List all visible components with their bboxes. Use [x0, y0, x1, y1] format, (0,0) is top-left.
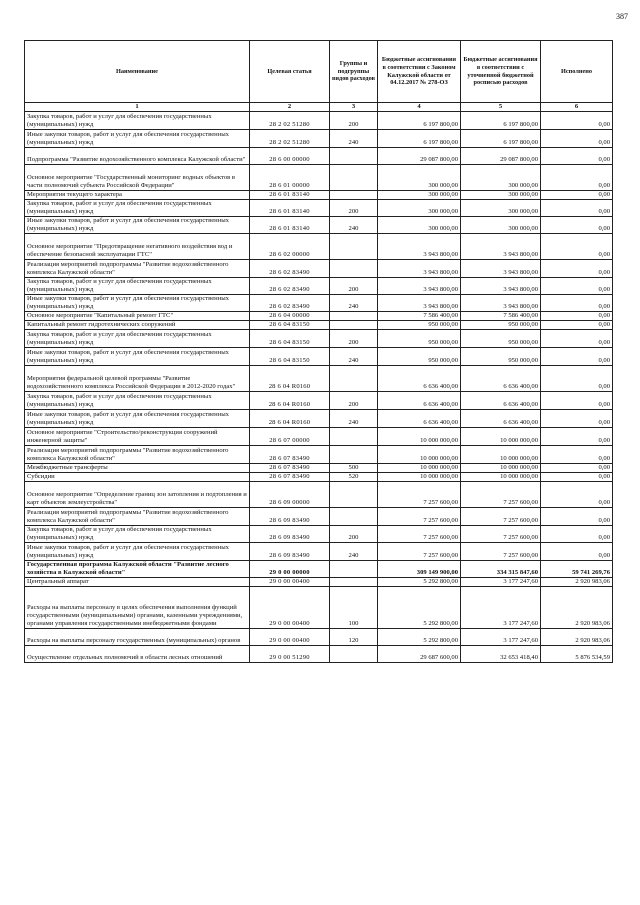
row-executed-amount: 0,00 [541, 260, 613, 278]
row-target-article: 28 6 01 00000 [250, 165, 330, 191]
row-expense-group [330, 366, 378, 392]
row-target-article: 28 6 04 83150 [250, 321, 330, 330]
row-name: Закупка товаров, работ и услуг для обеспечения государственных (муниципальных) нужд [25, 392, 250, 410]
row-refined-amount: 300 000,00 [461, 165, 541, 191]
column-number-row [25, 103, 613, 112]
row-expense-group [330, 234, 378, 260]
row-executed-amount: 0,00 [541, 428, 613, 446]
row-name: Осуществление отдельных полномочий в области лесных отношений [25, 646, 250, 663]
row-expense-group: 240 [330, 130, 378, 148]
row-law-amount: 300 000,00 [378, 217, 461, 234]
row-law-amount: 7 257 600,00 [378, 543, 461, 561]
row-expense-group: 100 [330, 587, 378, 629]
table-row [25, 348, 613, 366]
table-row [25, 130, 613, 148]
row-target-article: 28 6 09 83490 [250, 543, 330, 561]
row-target-article: 29 0 00 00400 [250, 578, 330, 587]
row-refined-amount: 10 000 000,00 [461, 446, 541, 464]
row-expense-group [330, 191, 378, 200]
row-name: Мероприятия текущего характера [25, 191, 250, 200]
row-law-amount: 7 257 600,00 [378, 526, 461, 543]
row-law-amount: 29 687 600,00 [378, 646, 461, 663]
row-law-amount: 6 636 400,00 [378, 410, 461, 428]
row-name: Иные закупки товаров, работ и услуг для обеспечения государственных (муниципальных) нужд [25, 295, 250, 312]
row-executed-amount: 0,00 [541, 526, 613, 543]
row-target-article: 28 2 02 51280 [250, 112, 330, 130]
row-executed-amount: 0,00 [541, 165, 613, 191]
row-target-article: 28 6 04 00000 [250, 312, 330, 321]
row-executed-amount: 0,00 [541, 112, 613, 130]
row-refined-amount: 6 636 400,00 [461, 392, 541, 410]
row-name: Закупка товаров, работ и услуг для обеспечения государственных (муниципальных) нужд [25, 200, 250, 217]
table-row [25, 526, 613, 543]
row-law-amount: 3 943 800,00 [378, 260, 461, 278]
row-target-article: 28 6 07 00000 [250, 428, 330, 446]
table-row [25, 234, 613, 260]
table-row [25, 191, 613, 200]
table-row [25, 508, 613, 526]
table-row [25, 629, 613, 646]
row-executed-amount: 2 920 983,06 [541, 629, 613, 646]
row-expense-group: 500 [330, 464, 378, 473]
row-refined-amount: 7 586 400,00 [461, 312, 541, 321]
row-executed-amount: 2 920 983,06 [541, 578, 613, 587]
row-name: Реализация мероприятий подпрограммы "Развитие водохозяйственного комплекса Калужской области" [25, 446, 250, 464]
row-refined-amount: 6 636 400,00 [461, 366, 541, 392]
row-expense-group [330, 482, 378, 508]
row-refined-amount: 7 257 600,00 [461, 508, 541, 526]
row-expense-group: 240 [330, 543, 378, 561]
header-row [25, 41, 613, 103]
row-expense-group: 240 [330, 410, 378, 428]
column-number: 3 [330, 103, 378, 112]
row-law-amount: 6 197 800,00 [378, 112, 461, 130]
row-executed-amount: 0,00 [541, 508, 613, 526]
row-law-amount: 10 000 000,00 [378, 446, 461, 464]
row-law-amount: 950 000,00 [378, 330, 461, 348]
table-row [25, 295, 613, 312]
table-row [25, 200, 613, 217]
row-name: Закупка товаров, работ и услуг для обеспечения государственных (муниципальных) нужд [25, 112, 250, 130]
row-refined-amount: 3 943 800,00 [461, 278, 541, 295]
header-target-article: Целевая статья [250, 41, 330, 103]
row-expense-group: 200 [330, 526, 378, 543]
row-law-amount: 10 000 000,00 [378, 473, 461, 482]
row-refined-amount: 7 257 600,00 [461, 526, 541, 543]
row-name: Закупка товаров, работ и услуг для обеспечения государственных (муниципальных) нужд [25, 330, 250, 348]
row-target-article: 29 0 00 00400 [250, 629, 330, 646]
table-row [25, 330, 613, 348]
row-target-article: 28 6 04 83150 [250, 330, 330, 348]
row-law-amount: 5 292 800,00 [378, 587, 461, 629]
row-expense-group: 520 [330, 473, 378, 482]
column-number: 4 [378, 103, 461, 112]
column-number: 1 [25, 103, 250, 112]
row-expense-group [330, 508, 378, 526]
row-expense-group [330, 561, 378, 578]
table-row [25, 578, 613, 587]
row-executed-amount: 0,00 [541, 392, 613, 410]
row-target-article: 28 6 00 00000 [250, 148, 330, 165]
table-row [25, 312, 613, 321]
row-name: Основное мероприятие "Определение границ зон затопления и подтопления и карт объектов землеустройства" [25, 482, 250, 508]
row-target-article: 28 6 01 83140 [250, 191, 330, 200]
row-executed-amount: 0,00 [541, 295, 613, 312]
row-target-article: 28 6 04 R0160 [250, 392, 330, 410]
header-refined-allocations: Бюджетные ассигнования в соответствии с уточненной бюджетной росписью расходов [461, 41, 541, 103]
row-executed-amount: 2 920 983,06 [541, 587, 613, 629]
row-refined-amount: 10 000 000,00 [461, 464, 541, 473]
row-expense-group: 240 [330, 295, 378, 312]
row-expense-group [330, 428, 378, 446]
row-expense-group: 200 [330, 112, 378, 130]
row-name: Подпрограмма "Развитие водохозяйственного комплекса Калужской области" [25, 148, 250, 165]
row-executed-amount: 0,00 [541, 200, 613, 217]
row-refined-amount: 10 000 000,00 [461, 428, 541, 446]
row-refined-amount: 7 257 600,00 [461, 543, 541, 561]
row-name: Реализация мероприятий подпрограммы "Развитие водохозяйственного комплекса Калужской области" [25, 260, 250, 278]
row-executed-amount: 5 876 534,59 [541, 646, 613, 663]
row-executed-amount: 0,00 [541, 191, 613, 200]
row-expense-group [330, 578, 378, 587]
row-target-article: 28 6 07 83490 [250, 464, 330, 473]
row-target-article: 28 6 09 83490 [250, 508, 330, 526]
row-expense-group: 240 [330, 217, 378, 234]
header-law-allocations: Бюджетные ассигнования в соответствии с Законом Калужской области от 04.12.2017 № 278-ОЗ [378, 41, 461, 103]
row-law-amount: 300 000,00 [378, 165, 461, 191]
table-row [25, 410, 613, 428]
row-executed-amount: 0,00 [541, 312, 613, 321]
row-refined-amount: 6 197 800,00 [461, 112, 541, 130]
table-row [25, 446, 613, 464]
column-number: 6 [541, 103, 613, 112]
row-name: Реализация мероприятий подпрограммы "Развитие водохозяйственного комплекса Калужской области" [25, 508, 250, 526]
row-name: Основное мероприятие "Капитальный ремонт ГТС" [25, 312, 250, 321]
row-law-amount: 7 257 600,00 [378, 482, 461, 508]
row-refined-amount: 7 257 600,00 [461, 482, 541, 508]
row-target-article: 28 6 09 83490 [250, 526, 330, 543]
row-target-article: 28 6 04 R0160 [250, 366, 330, 392]
row-law-amount: 10 000 000,00 [378, 464, 461, 473]
row-name: Государственная программа Калужской области "Развитие лесного хозяйства в Калужской области" [25, 561, 250, 578]
row-refined-amount: 950 000,00 [461, 348, 541, 366]
row-target-article: 29 0 00 00000 [250, 561, 330, 578]
row-name: Субсидии [25, 473, 250, 482]
column-number: 5 [461, 103, 541, 112]
table-row [25, 392, 613, 410]
row-expense-group: 200 [330, 200, 378, 217]
row-law-amount: 3 943 800,00 [378, 234, 461, 260]
row-expense-group [330, 321, 378, 330]
row-target-article: 28 6 02 83490 [250, 295, 330, 312]
table-row [25, 165, 613, 191]
row-refined-amount: 6 197 800,00 [461, 130, 541, 148]
row-law-amount: 950 000,00 [378, 348, 461, 366]
row-refined-amount: 950 000,00 [461, 330, 541, 348]
row-executed-amount: 0,00 [541, 234, 613, 260]
row-law-amount: 3 943 800,00 [378, 295, 461, 312]
row-law-amount: 950 000,00 [378, 321, 461, 330]
row-executed-amount: 0,00 [541, 330, 613, 348]
header-executed: Исполнено [541, 41, 613, 103]
row-expense-group: 200 [330, 330, 378, 348]
row-executed-amount: 0,00 [541, 217, 613, 234]
table-row [25, 321, 613, 330]
row-name: Центральный аппарат [25, 578, 250, 587]
table-row [25, 278, 613, 295]
row-refined-amount: 300 000,00 [461, 217, 541, 234]
row-law-amount: 6 197 800,00 [378, 130, 461, 148]
row-refined-amount: 6 636 400,00 [461, 410, 541, 428]
table-row [25, 587, 613, 629]
row-refined-amount: 32 653 418,40 [461, 646, 541, 663]
row-name: Основное мероприятие "Предотвращение негативного воздействия вод и обеспечение безопасной эксплуатации ГТС" [25, 234, 250, 260]
row-name: Расходы на выплаты персоналу государственных (муниципальных) органов [25, 629, 250, 646]
table-row [25, 366, 613, 392]
table-row [25, 646, 613, 663]
row-target-article: 28 6 01 83140 [250, 217, 330, 234]
header-expense-group: Группы и подгруппы видов расходов [330, 41, 378, 103]
row-name: Расходы на выплаты персоналу в целях обеспечения выполнения функций государственными (муниципальными) органами, казенными учреждениями, органами управления государственными внебюджетными фондами [25, 587, 250, 629]
row-target-article: 28 2 02 51280 [250, 130, 330, 148]
row-law-amount: 309 149 900,00 [378, 561, 461, 578]
row-law-amount: 300 000,00 [378, 191, 461, 200]
row-refined-amount: 3 177 247,60 [461, 578, 541, 587]
row-law-amount: 7 586 400,00 [378, 312, 461, 321]
row-refined-amount: 3 943 800,00 [461, 234, 541, 260]
row-name: Основное мероприятие "Строительство/реконструкция сооружений инженерной защиты" [25, 428, 250, 446]
row-executed-amount: 0,00 [541, 543, 613, 561]
row-refined-amount: 300 000,00 [461, 191, 541, 200]
row-refined-amount: 3 177 247,60 [461, 629, 541, 646]
row-refined-amount: 10 000 000,00 [461, 473, 541, 482]
row-executed-amount: 0,00 [541, 446, 613, 464]
row-name: Иные закупки товаров, работ и услуг для обеспечения государственных (муниципальных) нужд [25, 543, 250, 561]
row-executed-amount: 0,00 [541, 321, 613, 330]
row-law-amount: 10 000 000,00 [378, 428, 461, 446]
row-name: Межбюджетные трансферты [25, 464, 250, 473]
table-row [25, 148, 613, 165]
row-refined-amount: 950 000,00 [461, 321, 541, 330]
row-law-amount: 6 636 400,00 [378, 366, 461, 392]
row-refined-amount: 300 000,00 [461, 200, 541, 217]
row-law-amount: 7 257 600,00 [378, 508, 461, 526]
header-name: Наименование [25, 41, 250, 103]
row-executed-amount: 0,00 [541, 348, 613, 366]
page-number: 387 [616, 12, 628, 21]
table-row [25, 473, 613, 482]
row-target-article: 28 6 07 83490 [250, 446, 330, 464]
row-target-article: 28 6 02 00000 [250, 234, 330, 260]
table-row [25, 482, 613, 508]
row-target-article: 28 6 04 R0160 [250, 410, 330, 428]
row-law-amount: 300 000,00 [378, 200, 461, 217]
row-target-article: 29 0 00 51290 [250, 646, 330, 663]
row-target-article: 28 6 07 83490 [250, 473, 330, 482]
table-row [25, 561, 613, 578]
row-target-article: 28 6 09 00000 [250, 482, 330, 508]
row-expense-group [330, 312, 378, 321]
row-expense-group: 200 [330, 392, 378, 410]
row-refined-amount: 29 087 800,00 [461, 148, 541, 165]
row-expense-group: 200 [330, 278, 378, 295]
row-executed-amount: 0,00 [541, 482, 613, 508]
table-row [25, 112, 613, 130]
row-target-article: 28 6 02 83490 [250, 278, 330, 295]
column-number: 2 [250, 103, 330, 112]
row-name: Закупка товаров, работ и услуг для обеспечения государственных (муниципальных) нужд [25, 278, 250, 295]
table-row [25, 428, 613, 446]
row-name: Мероприятия федеральной целевой программы "Развитие водохозяйственного комплекса Российской Федерации в 2012-2020 годах" [25, 366, 250, 392]
row-executed-amount: 59 741 269,76 [541, 561, 613, 578]
row-law-amount: 6 636 400,00 [378, 392, 461, 410]
table-row [25, 464, 613, 473]
row-name: Иные закупки товаров, работ и услуг для обеспечения государственных (муниципальных) нужд [25, 217, 250, 234]
row-refined-amount: 334 315 847,60 [461, 561, 541, 578]
row-executed-amount: 0,00 [541, 366, 613, 392]
budget-table [24, 40, 613, 663]
row-target-article: 29 0 00 00400 [250, 587, 330, 629]
row-expense-group [330, 646, 378, 663]
table-row [25, 260, 613, 278]
row-executed-amount: 0,00 [541, 278, 613, 295]
row-refined-amount: 3 943 800,00 [461, 295, 541, 312]
row-expense-group: 120 [330, 629, 378, 646]
row-expense-group [330, 148, 378, 165]
row-law-amount: 3 943 800,00 [378, 278, 461, 295]
row-name: Иные закупки товаров, работ и услуг для обеспечения государственных (муниципальных) нужд [25, 130, 250, 148]
row-refined-amount: 3 943 800,00 [461, 260, 541, 278]
row-executed-amount: 0,00 [541, 464, 613, 473]
row-name: Основное мероприятие "Государственный мониторинг водных объектов в части полномочий субъекта Российской Федерации" [25, 165, 250, 191]
row-name: Закупка товаров, работ и услуг для обеспечения государственных (муниципальных) нужд [25, 526, 250, 543]
row-law-amount: 29 087 800,00 [378, 148, 461, 165]
row-target-article: 28 6 01 83140 [250, 200, 330, 217]
table-row [25, 217, 613, 234]
table-row [25, 543, 613, 561]
row-target-article: 28 6 04 83150 [250, 348, 330, 366]
row-expense-group: 240 [330, 348, 378, 366]
row-name: Капитальный ремонт гидротехнических сооружений [25, 321, 250, 330]
row-expense-group [330, 446, 378, 464]
row-law-amount: 5 292 800,00 [378, 578, 461, 587]
row-name: Иные закупки товаров, работ и услуг для обеспечения государственных (муниципальных) нужд [25, 410, 250, 428]
row-executed-amount: 0,00 [541, 130, 613, 148]
row-executed-amount: 0,00 [541, 410, 613, 428]
row-expense-group [330, 165, 378, 191]
row-name: Иные закупки товаров, работ и услуг для обеспечения государственных (муниципальных) нужд [25, 348, 250, 366]
row-target-article: 28 6 02 83490 [250, 260, 330, 278]
row-law-amount: 5 292 800,00 [378, 629, 461, 646]
row-executed-amount: 0,00 [541, 473, 613, 482]
row-executed-amount: 0,00 [541, 148, 613, 165]
row-refined-amount: 3 177 247,60 [461, 587, 541, 629]
row-expense-group [330, 260, 378, 278]
